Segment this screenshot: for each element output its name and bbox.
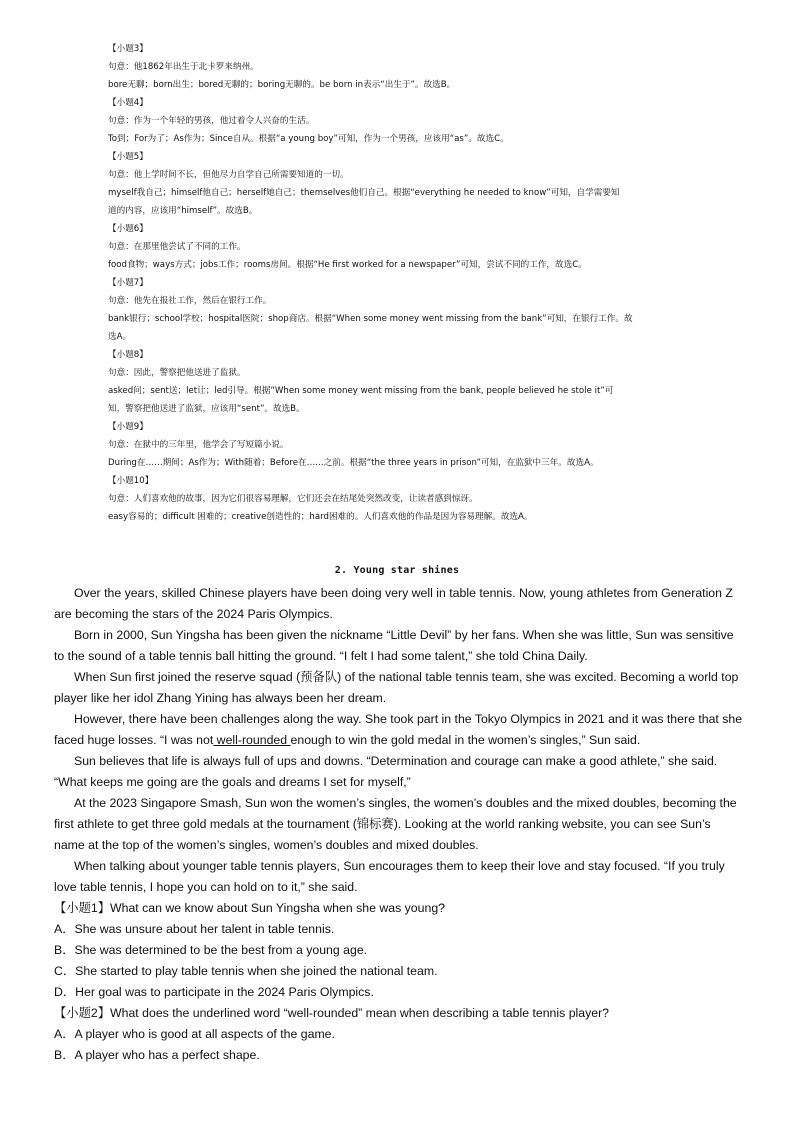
passage-title: 2. Young star shines bbox=[334, 565, 460, 576]
passage-paragraph: Sun believes that life is always full of ups and downs. “Determination and courage can make a good athlete,” she said. “What keeps me going are the goals and dreams I set for myself,” bbox=[54, 754, 718, 789]
passage-paragraph: When talking about younger table tennis players, Sun encourages them to keep their love and stay focused. “If you truly love table tennis, I hope you can hold on to it,” she said. bbox=[54, 859, 725, 894]
answer-option: B．She was determined to be the best from a young age. bbox=[54, 943, 368, 957]
paragraph-text: enough to win the gold medal in the women’s singles,” Sun said. bbox=[290, 733, 641, 747]
passage-paragraph: When Sun first joined the reserve squad (预备队) of the national table tennis team, she was excited. Becoming a world top player like her idol Zhang Yining has always been her dream. bbox=[54, 670, 739, 705]
question-tag: 【小题3】 bbox=[108, 44, 148, 54]
question-tag: 【小题4】 bbox=[108, 98, 148, 108]
reading-passage bbox=[54, 583, 744, 1066]
answer-option: A．A player who is good at all aspects of the game. bbox=[54, 1027, 335, 1041]
explanation-line: myself我自己；himself他自己；herself她自己；themselves他们自己。根据“everything he needed to know”可知，自学需要知 bbox=[108, 188, 620, 198]
question-tag: 【小题8】 bbox=[108, 350, 148, 360]
answer-option: B．A player who has a perfect shape. bbox=[54, 1048, 260, 1062]
paragraph-text: However, there have been challenges along the way. She took part in the Tokyo Olympics in 2021 and it was there that she faced huge losses. “I was not bbox=[54, 712, 743, 747]
question-tag: 【小题5】 bbox=[108, 152, 148, 162]
explanation-line: 道的内容，应该用“himself”。故选B。 bbox=[108, 206, 258, 216]
explanation-line: asked问；sent送；let让；led引导。根据“When some money went missing from the bank, people believed he stole it”可 bbox=[108, 386, 614, 396]
passage-paragraph: Born in 2000, Sun Yingsha has been given the nickname “Little Devil” by her fans. When she was little, Sun was sensitive to the sound of a table tennis ball hitting the ground. “I felt I had some talent,” she told China Daily. bbox=[54, 628, 734, 663]
explanation-line: 句意：他1862年出生于北卡罗来纳州。 bbox=[108, 62, 259, 72]
underlined-word: well-rounded bbox=[213, 733, 291, 747]
explanation-line: 选A。 bbox=[108, 332, 132, 342]
explanation-line: bore无聊；born出生；bored无聊的；boring无聊的。be born in表示“出生于”。故选B。 bbox=[108, 80, 456, 90]
question-tag: 【小题6】 bbox=[108, 224, 148, 234]
explanation-line: 句意：在狱中的三年里，他学会了写短篇小说。 bbox=[108, 440, 289, 450]
explanation-line: easy容易的；difficult 困难的；creative创造性的；hard困难的。人们喜欢他的作品是因为容易理解。故选A。 bbox=[108, 512, 533, 522]
explanation-line: 句意：在那里他尝试了不同的工作。 bbox=[108, 242, 246, 252]
explanation-line: 知，警察把他送进了监狱，应该用“sent”。故选B。 bbox=[108, 404, 305, 414]
explanation-line: During在……期间；As作为；With随着；Before在……之前。根据“the three years in prison”可知，在监狱中三年。故选A。 bbox=[108, 458, 599, 468]
answer-option: A．She was unsure about her talent in table tennis. bbox=[54, 922, 335, 936]
explanation-line: To到；For为了；As作为；Since自从。根据“a young boy”可知，作为一个男孩，应该用“as”。故选C。 bbox=[108, 134, 509, 144]
answer-option: C．She started to play table tennis when she joined the national team. bbox=[54, 964, 438, 978]
question-tag: 【小题7】 bbox=[108, 278, 148, 288]
explanation-line: 句意：他先在报社工作，然后在银行工作。 bbox=[108, 296, 272, 306]
explanation-line: 句意：他上学时间不长，但他尽力自学自己所需要知道的一切。 bbox=[108, 170, 349, 180]
passage-paragraph: Over the years, skilled Chinese players have been doing very well in table tennis. Now, young athletes from Generation Z are becoming the stars of the 2024 Paris Olympics. bbox=[54, 586, 733, 621]
answer-explanations bbox=[108, 40, 728, 526]
passage-paragraph bbox=[54, 709, 744, 751]
question-tag: 【小题9】 bbox=[108, 422, 148, 432]
explanation-line: 句意：作为一个年轻的男孩，他过着令人兴奋的生活。 bbox=[108, 116, 315, 126]
explanation-line: 句意：因此，警察把他送进了监狱。 bbox=[108, 368, 246, 378]
explanation-line: food食物；ways方式；jobs工作；rooms房间。根据“He first worked for a newspaper”可知，尝试不同的工作，故选C。 bbox=[108, 260, 587, 270]
answer-option: D．Her goal was to participate in the 2024 Paris Olympics. bbox=[54, 985, 374, 999]
question-stem: 【小题1】What can we know about Sun Yingsha when she was young? bbox=[54, 901, 445, 915]
explanation-line: 句意：人们喜欢他的故事，因为它们很容易理解，它们还会在结尾处突然改变，让读者感到惊讶。 bbox=[108, 494, 478, 504]
question-stem: 【小题2】What does the underlined word “well-rounded” mean when describing a table tennis player? bbox=[54, 1006, 610, 1020]
passage-paragraph: At the 2023 Singapore Smash, Sun won the women’s singles, the women’s doubles and the mixed doubles, becoming the first athlete to get three gold medals at the tournament (锦标赛). Looking at the world ranking website, you can see Sun’s name at the top of the women’s singles, women’s doubles and mixed doubles. bbox=[54, 796, 737, 852]
question-tag: 【小题10】 bbox=[108, 476, 154, 486]
explanation-line: bank银行；school学校；hospital医院；shop商店。根据“When some money went missing from the bank”可知，在银行工作。故 bbox=[108, 314, 633, 324]
